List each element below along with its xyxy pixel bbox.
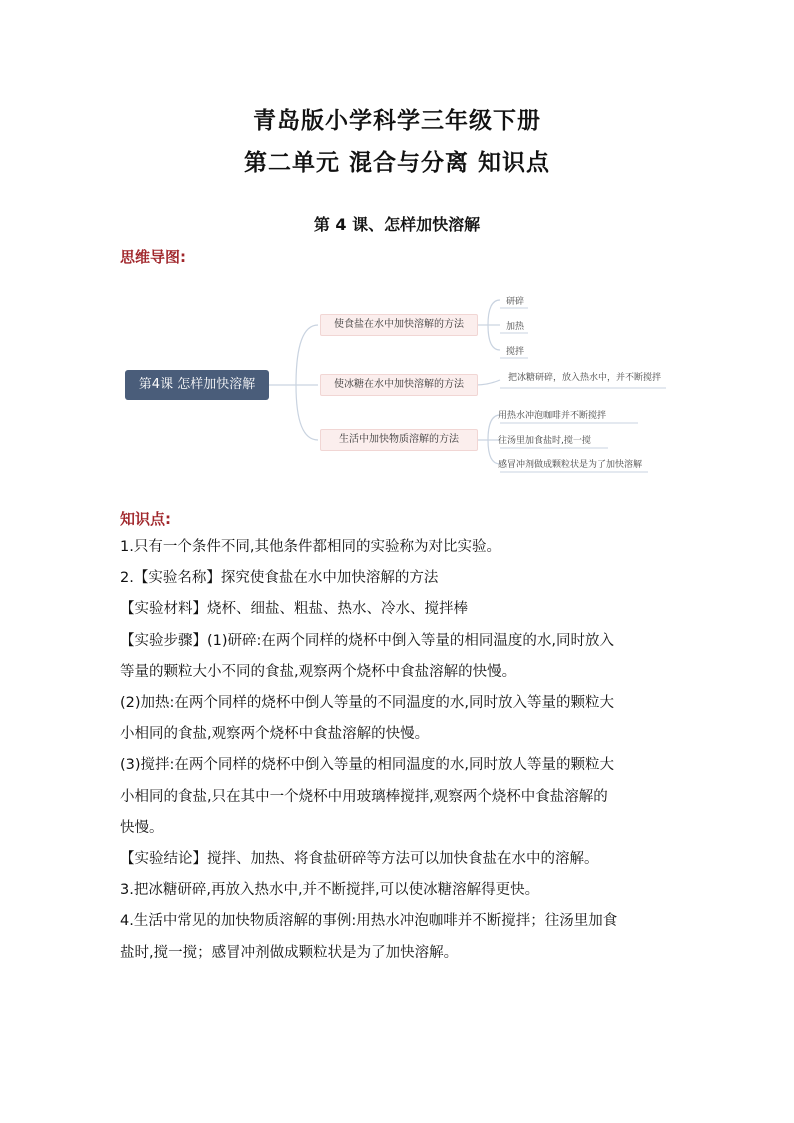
mindmap-leaf: 研碎 xyxy=(506,297,525,307)
mindmap-root: 第4课 怎样加快溶解 xyxy=(125,370,269,400)
knowledge-label: 知识点: xyxy=(120,510,171,528)
text-line: (3)搅拌:在两个同样的烧杯中倒入等量的相同温度的水,同时放人等量的颗粒大 xyxy=(120,757,615,774)
mindmap-branch-daily-life: 生活中加快物质溶解的方法 xyxy=(320,429,478,451)
text-line: 【实验材料】烧杯、细盐、粗盐、热水、冷水、搅拌棒 xyxy=(120,601,468,618)
text-line: 2.【实验名称】探究使食盐在水中加快溶解的方法 xyxy=(120,570,439,587)
text-line: 盐时,搅一搅；感冒冲剂做成颗粒状是为了加快溶解。 xyxy=(120,944,459,961)
mindmap-leaf: 加热 xyxy=(506,322,525,332)
text-line: (2)加热:在两个同样的烧杯中倒人等量的不同温度的水,同时放入等量的颗粒大 xyxy=(120,695,615,712)
mindmap-leaf: 搅拌 xyxy=(506,347,525,357)
mindmap-branch-salt: 使食盐在水中加快溶解的方法 xyxy=(320,314,478,336)
mindmap-label: 思维导图: xyxy=(120,248,186,266)
text-line: 小相同的食盐,观察两个烧杯中食盐溶解的快慢。 xyxy=(120,726,430,743)
document-subtitle: 第二单元 混合与分离 知识点 xyxy=(243,150,550,176)
text-line: 4.生活中常见的加快物质溶解的事例:用热水冲泡咖啡并不断搅拌；往汤里加食 xyxy=(120,913,618,930)
mindmap-leaf: 感冒冲剂做成颗粒状是为了加快溶解 xyxy=(498,460,643,470)
mindmap-branch-rock-sugar: 使冰糖在水中加快溶解的方法 xyxy=(320,374,478,396)
mindmap-leaf: 往汤里加食盐时,搅一搅 xyxy=(498,436,591,446)
text-line: 【实验步骤】(1)研碎:在两个同样的烧杯中倒入等量的相同温度的水,同时放入 xyxy=(120,632,615,649)
text-line: 等量的颗粒大小不同的食盐,观察两个烧杯中食盐溶解的快慢。 xyxy=(120,663,517,680)
lesson-title: 第 4 课、怎样加快溶解 xyxy=(313,215,481,234)
mindmap-leaf: 用热水冲泡咖啡并不断搅拌 xyxy=(498,411,607,421)
text-line: 小相同的食盐,只在其中一个烧杯中用玻璃棒搅拌,观察两个烧杯中食盐溶解的 xyxy=(120,788,608,805)
mindmap-leaf: 把冰糖研碎，放入热水中，并不断搅拌 xyxy=(508,373,662,383)
document-title: 青岛版小学科学三年级下册 xyxy=(253,108,541,134)
text-line: 1.只有一个条件不同,其他条件都相同的实验称为对比实验。 xyxy=(120,539,501,555)
text-line: 【实验结论】搅拌、加热、将食盐研碎等方法可以加快食盐在水中的溶解。 xyxy=(120,851,599,868)
text-line: 3.把冰糖研碎,再放入热水中,并不断搅拌,可以使冰糖溶解得更快。 xyxy=(120,882,540,899)
knowledge-body xyxy=(120,532,680,969)
text-line: 快慢。 xyxy=(120,819,164,836)
mindmap xyxy=(118,282,678,482)
